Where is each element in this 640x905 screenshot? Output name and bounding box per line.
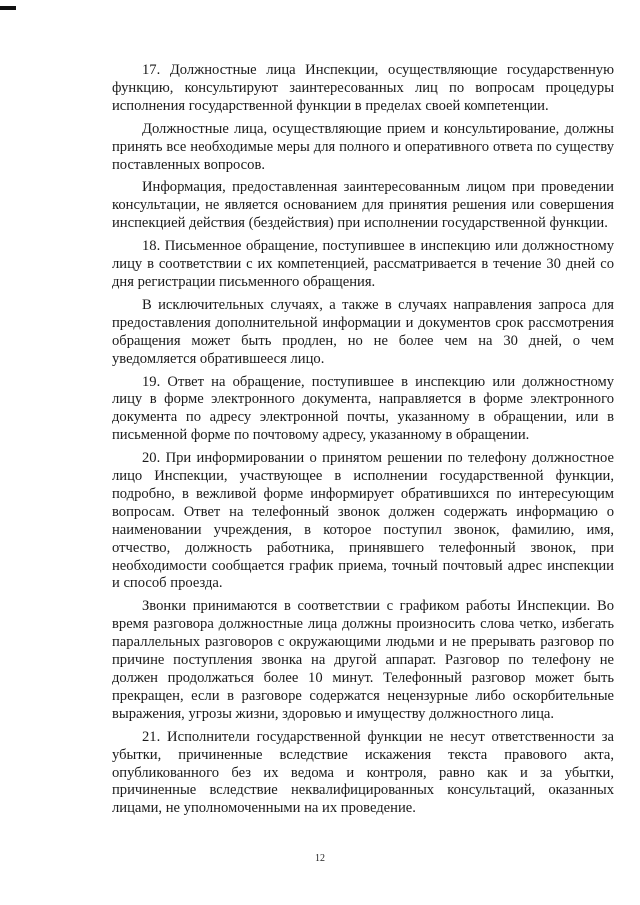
paragraph-18-exceptions: В исключительных случаях, а также в случаях направления запроса для предоставления дополнительной информации и документов срок рассмотрения обращения может быть продлен, но не более чем на 30 дней, о чем уведомляется обратившееся лицо. [112,296,614,367]
paragraph-21: 21. Исполнители государственной функции не несут ответственности за убытки, причиненные вследствие искажения текста правового акта, опубликованного без их ведома и контроля, равно как и за убытки, причиненные вследствие неквалифицированных консультаций, оказанных лицами, не уполномоченными на их проведение. [112,728,614,817]
paragraph-17: 17. Должностные лица Инспекции, осуществляющие государственную функцию, консультируют заинтересованных лиц по вопросам процедуры исполнения государственной функции в пределах своей компетенции. [112,62,614,114]
document-body [112,62,614,823]
paragraph-18: 18. Письменное обращение, поступившее в инспекцию или должностному лицу в соответствии с их компетенцией, рассматривается в течение 30 дней со дня регистрации письменного обращения. [112,238,614,290]
scan-edge-mark [0,6,16,10]
paragraph-20-calls: Звонки принимаются в соответствии с графиком работы Инспекции. Во время разговора должностные лица должны произносить слова четко, избегать параллельных разговоров с окружающими людьми и не прерывать разговор по причине поступления звонка на другой аппарат. Разговор по телефону не должен продолжаться более 10 минут. Телефонный разговор может быть прекращен, если в разговоре содержатся нецензурные либо оскорбительные выражения, угрозы жизни, здоровью и имуществу должностного лица. [112,598,614,722]
paragraph-17-officials: Должностные лица, осуществляющие прием и консультирование, должны принять все необходимые меры для полного и оперативного ответа по существу поставленных вопросов. [112,120,614,173]
paragraph-20: 20. При информировании о принятом решении по телефону должностное лицо Инспекции, участвующее в исполнении государственной функции, подробно, в вежливой форме информирует обратившихся по интересующим вопросам. Ответ на телефонный звонок должен содержать информацию о наименовании учреждения, в которое поступил звонок, фамилию, имя, отчество, должность работника, принявшего телефонный звонок, при необходимости сообщается график приема, точный почтовый адрес инспекции и способ проезда. [112,450,614,592]
paragraph-17-information: Информация, предоставленная заинтересованным лицом при проведении консультации, не является основанием для принятия решения или совершения инспекцией действия (бездействия) при исполнении государственной функции. [112,179,614,232]
paragraph-19: 19. Ответ на обращение, поступившее в инспекцию или должностному лицу в форме электронного документа, направляется в форме электронного документа по адресу электронной почты, указанному в обращении, или в письменной форме по почтовому адресу, указанному в обращении. [112,373,614,444]
page-number: 12 [315,853,325,864]
